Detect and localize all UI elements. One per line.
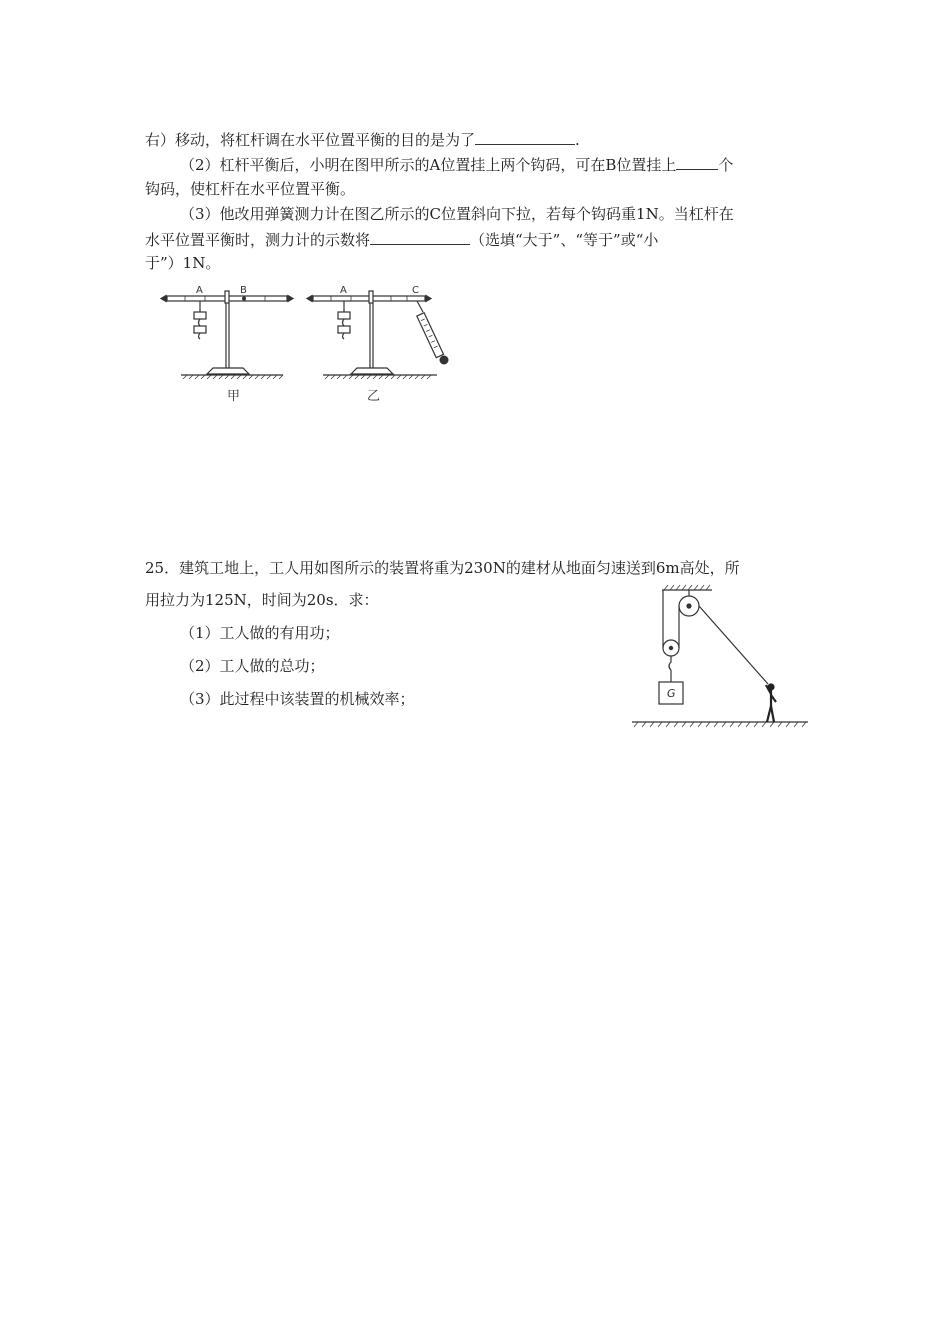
lever-label-c: C — [412, 285, 419, 296]
q25-line2-text: 用拉力为125N，时间为20s．求： — [145, 591, 379, 609]
lever-label-a-right: A — [340, 285, 347, 296]
lever-point-b-marker — [242, 297, 246, 301]
q24-line1 — [145, 128, 580, 151]
weight-label: G — [667, 687, 676, 700]
q24-part2-text: （2）杠杆平衡后，小明在图甲所示的A位置挂上两个钩码，可在B位置挂上 — [180, 156, 677, 174]
lever-caption-left: 甲 — [227, 389, 241, 404]
lever-figure — [155, 282, 455, 407]
q25-item1 — [180, 622, 340, 644]
q25-line2 — [145, 589, 379, 611]
q24-part2-line1 — [180, 153, 733, 176]
q24-part3-line3 — [145, 252, 220, 274]
q25-line1-text: 25．建筑工地上，工人用如图所示的装置将重为230N的建材从地面匀速送到6m高处，所 — [145, 559, 740, 577]
lever-figure-left — [161, 291, 293, 379]
q24-part2-unit: 个 — [718, 156, 734, 174]
q24-line1-text: 右）移动，将杠杆调在水平位置平衡的目的是为了 — [145, 131, 476, 149]
q24-part3-line2 — [145, 228, 658, 251]
q24-part3-line1 — [180, 203, 734, 225]
lever-label-a-left: A — [196, 285, 203, 296]
q25-item3-text: （3）此过程中该装置的机械效率； — [180, 690, 415, 708]
lever-figure-right — [307, 291, 444, 379]
q24-part2-line2 — [145, 178, 355, 200]
q24-part3-text: （3）他改用弹簧测力计在图乙所示的C位置斜向下拉，若每个钩码重1N。当杠杆在 — [180, 205, 734, 223]
q25-item3 — [180, 688, 415, 710]
answer-blank-2[interactable] — [676, 153, 718, 170]
q25-item1-text: （1）工人做的有用功； — [180, 624, 340, 642]
q25-line1 — [145, 557, 740, 579]
q25-item2-text: （2）工人做的总功； — [180, 657, 325, 675]
pulley-figure — [630, 582, 810, 732]
lever-label-b: B — [240, 285, 247, 296]
q24-part2-text-cont: 钩码，使杠杆在水平位置平衡。 — [145, 180, 356, 198]
q24-part3-text-end: 于”）1N。 — [145, 254, 221, 272]
answer-blank-1[interactable] — [475, 128, 575, 145]
worker-figure — [766, 683, 776, 722]
answer-blank-3[interactable] — [370, 228, 470, 245]
q25-item2 — [180, 655, 325, 677]
q24-part3-options: （选填“大于”、“等于”或“小 — [470, 231, 659, 249]
q24-part3-text-cont: 水平位置平衡时，测力计的示数将 — [145, 231, 371, 249]
lever-caption-right: 乙 — [367, 389, 381, 404]
q24-line1-end: . — [575, 131, 580, 149]
spring-scale-ring — [440, 356, 449, 365]
